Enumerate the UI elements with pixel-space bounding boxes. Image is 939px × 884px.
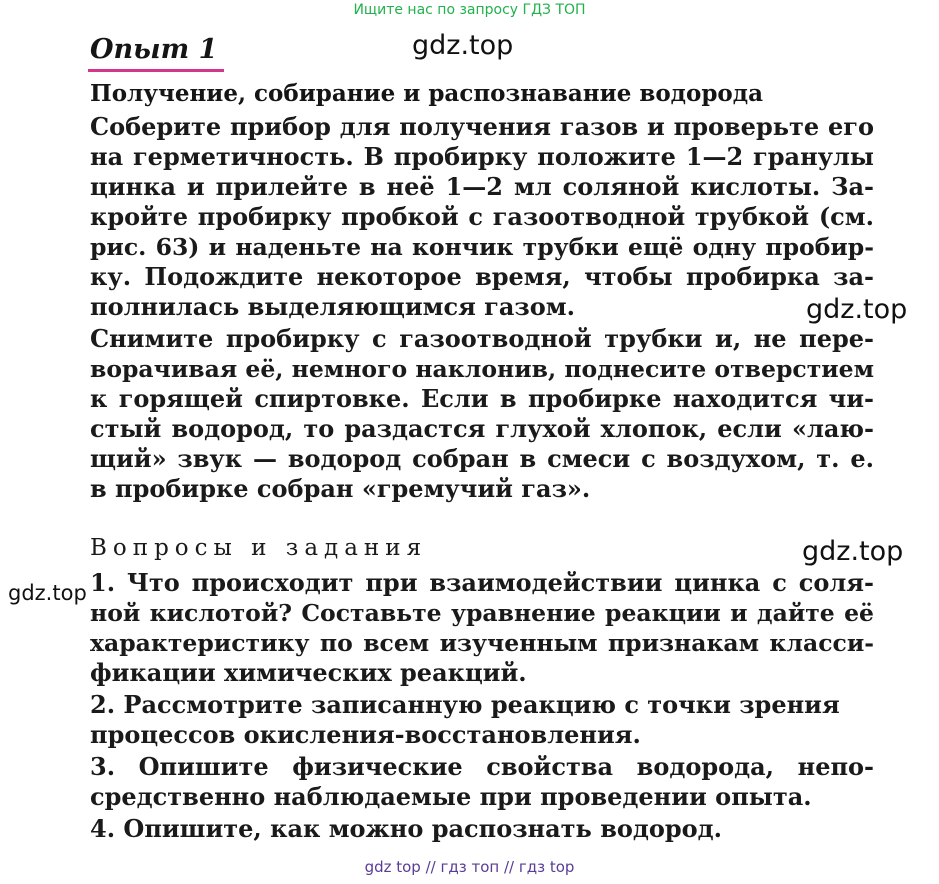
paragraph-line: кройте пробирку пробкой с газоотводной трубкой (см.: [90, 202, 874, 231]
question-line: процессов окисления-восстановления.: [90, 720, 641, 749]
paragraph-line: Соберите прибор для получения газов и проверьте его: [90, 112, 874, 141]
heading-underline: [88, 69, 224, 72]
bottom-banner: gdz top // гдз топ // гдз top: [364, 858, 575, 876]
question-line: фикации химических реакций.: [90, 658, 527, 687]
paragraph-line: цинка и прилейте в неё 1—2 мл соляной кислоты. За-: [90, 172, 874, 201]
question-line: 3. Опишите физические свойства водорода, непо-: [90, 752, 874, 781]
paragraph-line: стый водород, то раздастся глухой хлопок, если «лаю-: [90, 414, 874, 443]
paragraph-line: на герметичность. В пробирку положите 1—2 гранулы: [90, 142, 874, 171]
question-line: 1. Что происходит при взаимодействии цинка с соля-: [90, 568, 874, 597]
watermark: gdz.top: [412, 30, 514, 61]
paragraph-line: полнилась выделяющимся газом.: [90, 292, 575, 321]
watermark: gdz.top: [8, 581, 87, 605]
experiment-heading: Опыт 1: [90, 34, 218, 65]
paragraph-line: ворачивая её, немного наклонив, поднесите отверстием: [90, 355, 875, 383]
question-line: средственно наблюдаемые при проведении опыта.: [90, 782, 812, 811]
paragraph-line: в пробирке собран «гремучий газ».: [90, 474, 591, 503]
paragraph-line: щий» звук — водород собран в смеси с воздухом, т. е.: [90, 444, 874, 473]
paragraph-line: рис. 63) и наденьте на кончик трубки ещё одну пробир-: [90, 233, 874, 261]
question-line: ной кислотой? Составьте уравнение реакции и дайте её: [90, 599, 874, 627]
watermark: gdz.top: [806, 294, 908, 325]
question-line: 2. Рассмотрите записанную реакцию с точки зрения: [90, 690, 840, 719]
question-line: 4. Опишите, как можно распознать водород.: [90, 814, 723, 843]
experiment-subtitle: Получение, собирание и распознавание водорода: [90, 80, 763, 107]
paragraph-line: к горящей спиртовке. Если в пробирке находится чи-: [90, 384, 874, 413]
paragraph-line: Снимите пробирку с газоотводной трубки и, не пере-: [90, 324, 874, 353]
questions-heading: Вопросы и задания: [90, 535, 428, 561]
question-line: характеристику по всем изученным признакам класси-: [90, 629, 874, 657]
top-banner: Ищите нас по запросу ГДЗ ТОП: [353, 2, 586, 18]
watermark: gdz.top: [802, 536, 904, 567]
paragraph-line: ку. Подождите некоторое время, чтобы пробирка за-: [90, 262, 874, 291]
